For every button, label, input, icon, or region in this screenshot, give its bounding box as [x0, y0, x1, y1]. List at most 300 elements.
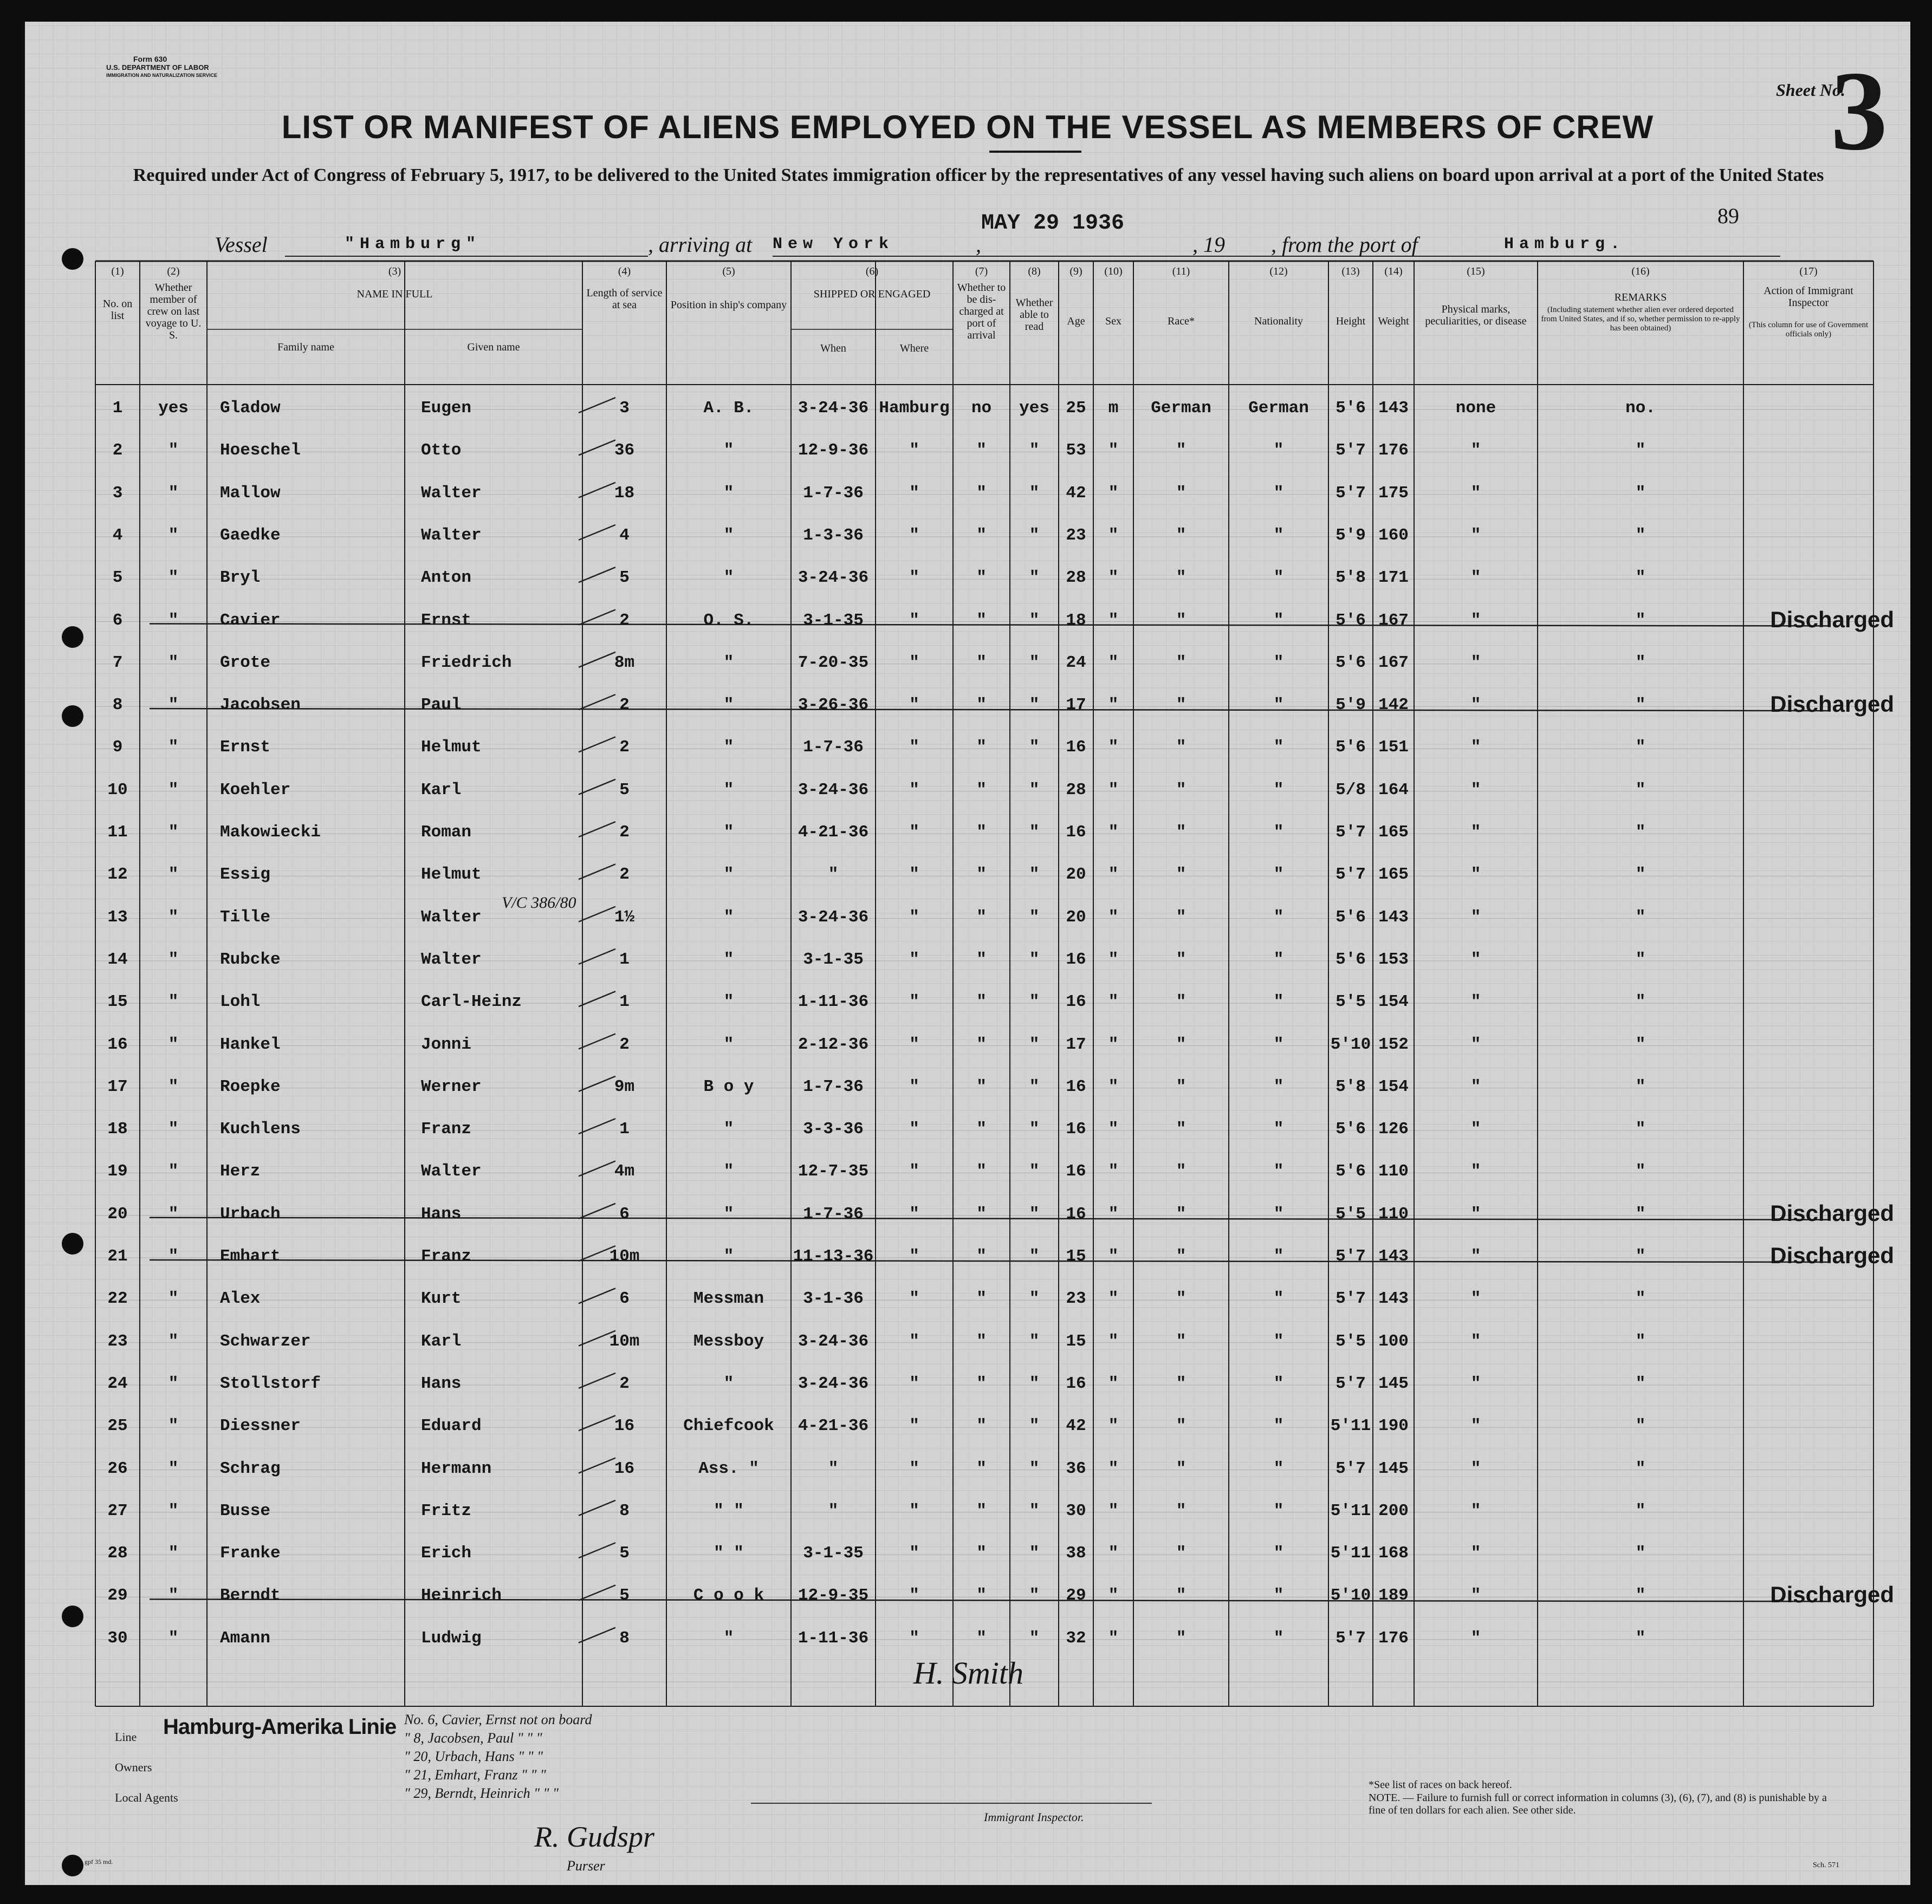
- cell-where: ": [909, 992, 919, 1012]
- cell-given: Jonni: [421, 1035, 472, 1054]
- cell-weight: 126: [1378, 1120, 1409, 1139]
- cell-no: 16: [107, 1035, 128, 1054]
- cell-service: 2: [619, 1035, 630, 1054]
- cell-where: ": [909, 1331, 919, 1351]
- cell-age: 20: [1066, 865, 1086, 885]
- header-age: Age: [1067, 315, 1085, 327]
- cell-position: ": [723, 1204, 734, 1224]
- from-port-label: , from the port of: [1271, 232, 1418, 257]
- cell-member: ": [168, 1501, 179, 1520]
- cell-nationality: ": [1273, 1077, 1284, 1096]
- cell-weight: 145: [1378, 1459, 1409, 1478]
- header-remarks: REMARKS: [1614, 291, 1667, 303]
- cell-service: 6: [619, 1204, 630, 1224]
- cell-sex: ": [1108, 865, 1119, 885]
- cell-sex: ": [1108, 1289, 1119, 1309]
- cell-marks: ": [1470, 696, 1481, 715]
- cell-given: Kurt: [421, 1289, 462, 1309]
- cell-marks: ": [1470, 1628, 1481, 1648]
- cell-age: 16: [1066, 1162, 1086, 1181]
- cell-when: 3-26-36: [798, 696, 869, 715]
- cell-when: 1-7-36: [803, 1077, 864, 1096]
- cell-when: 3-1-36: [803, 1289, 864, 1309]
- cell-weight: 167: [1378, 610, 1409, 630]
- footnote-races: *See list of races on back hereof.: [1369, 1779, 1512, 1791]
- cell-marks: ": [1470, 483, 1481, 503]
- cell-age: 20: [1066, 907, 1086, 927]
- cell-disch: ": [976, 1331, 987, 1351]
- cell-no: 26: [107, 1459, 128, 1478]
- cell-service: 5: [619, 780, 630, 800]
- cell-position: ": [723, 823, 734, 842]
- cell-remarks: ": [1635, 696, 1646, 715]
- cell-given: Anton: [421, 568, 472, 588]
- cell-where: ": [909, 1628, 919, 1648]
- cell-when: ": [828, 1501, 839, 1520]
- cell-read: ": [1029, 1077, 1040, 1096]
- cell-no: 20: [107, 1204, 128, 1224]
- cell-action: Discharged: [1770, 606, 1894, 632]
- local-agents-label: Local Agents: [115, 1791, 178, 1804]
- cell-family: Roepke: [220, 1077, 281, 1096]
- cell-height: 5'7: [1335, 1247, 1366, 1266]
- cell-nationality: ": [1273, 780, 1284, 800]
- cell-nationality: ": [1273, 1586, 1284, 1606]
- header-race: Race*: [1168, 315, 1195, 327]
- column-number: (12): [1269, 265, 1288, 277]
- cell-where: ": [909, 1501, 919, 1520]
- cell-sex: ": [1108, 907, 1119, 927]
- cell-position: Messman: [693, 1289, 764, 1309]
- column-number: (7): [975, 265, 988, 277]
- cell-marks: ": [1470, 1586, 1481, 1606]
- cell-race: ": [1176, 1289, 1187, 1309]
- cell-age: 16: [1066, 950, 1086, 969]
- cell-where: ": [909, 1162, 919, 1181]
- cell-given: Karl: [421, 1331, 462, 1351]
- cell-nationality: ": [1273, 1501, 1284, 1520]
- cell-height: 5'10: [1330, 1586, 1371, 1606]
- cell-no: 14: [107, 950, 128, 969]
- cell-given: Fritz: [421, 1501, 472, 1520]
- cell-weight: 165: [1378, 865, 1409, 885]
- cell-nationality: ": [1273, 1289, 1284, 1309]
- column-number: (13): [1341, 265, 1360, 277]
- cell-given: Roman: [421, 823, 472, 842]
- cell-member: ": [168, 823, 179, 842]
- cell-marks: ": [1470, 1120, 1481, 1139]
- cell-where: Hamburg: [879, 399, 950, 418]
- cell-height: 5'5: [1335, 1204, 1366, 1224]
- cell-remarks: ": [1635, 610, 1646, 630]
- cell-height: 5'11: [1330, 1416, 1371, 1436]
- cell-sex: ": [1108, 823, 1119, 842]
- cell-marks: ": [1470, 1247, 1481, 1266]
- cell-when: 12-9-35: [798, 1586, 869, 1606]
- cell-age: 18: [1066, 610, 1086, 630]
- cell-read: ": [1029, 992, 1040, 1012]
- cell-family: Tille: [220, 907, 271, 927]
- line-value: Hamburg-Amerika Linie: [163, 1715, 397, 1739]
- cell-race: ": [1176, 1374, 1187, 1393]
- cell-disch: ": [976, 696, 987, 715]
- cell-weight: 176: [1378, 1628, 1409, 1648]
- cell-sex: ": [1108, 1544, 1119, 1563]
- header-family-name: Family name: [277, 341, 334, 353]
- cell-read: ": [1029, 1331, 1040, 1351]
- cell-service: 9m: [614, 1077, 635, 1096]
- cell-height: 5'7: [1335, 441, 1366, 460]
- cell-position: ": [723, 1120, 734, 1139]
- punch-hole: [62, 705, 83, 727]
- cell-age: 53: [1066, 441, 1086, 460]
- cell-service: 10m: [609, 1247, 640, 1266]
- cell-family: Berndt: [220, 1586, 281, 1606]
- cell-remarks: ": [1635, 1162, 1646, 1181]
- cell-given: Karl: [421, 780, 462, 800]
- cell-age: 42: [1066, 1416, 1086, 1436]
- cell-family: Emhart: [220, 1247, 281, 1266]
- handwritten-note: No. 6, Cavier, Ernst not on board: [404, 1712, 592, 1727]
- column-number: (15): [1467, 265, 1485, 277]
- cell-age: 16: [1066, 1120, 1086, 1139]
- line-label: Line: [115, 1730, 137, 1744]
- cell-remarks: ": [1635, 865, 1646, 885]
- cell-given: Hans: [421, 1374, 462, 1393]
- cell-weight: 165: [1378, 823, 1409, 842]
- arriving-comma: ,: [976, 232, 981, 257]
- cell-age: 16: [1066, 992, 1086, 1012]
- cell-remarks: ": [1635, 653, 1646, 672]
- cell-marks: ": [1470, 1374, 1481, 1393]
- cell-when: 3-24-36: [798, 568, 869, 588]
- cell-read: yes: [1019, 399, 1049, 418]
- cell-disch: ": [976, 1077, 987, 1096]
- cell-no: 3: [112, 483, 123, 503]
- cell-disch: ": [976, 1628, 987, 1648]
- cell-when: 3-24-36: [798, 399, 869, 418]
- cell-race: ": [1176, 1204, 1187, 1224]
- cell-family: Ernst: [220, 738, 271, 757]
- cell-no: 11: [107, 823, 128, 842]
- cell-service: 8m: [614, 653, 635, 672]
- cell-nationality: ": [1273, 1162, 1284, 1181]
- cell-nationality: ": [1273, 1247, 1284, 1266]
- cell-nationality: ": [1273, 907, 1284, 927]
- cell-when: 2-12-36: [798, 1035, 869, 1054]
- cell-member: ": [168, 950, 179, 969]
- handwritten-note: " 29, Berndt, Heinrich " " ": [404, 1785, 559, 1801]
- column-number: (2): [167, 265, 180, 277]
- cell-when: ": [828, 1459, 839, 1478]
- cell-nationality: ": [1273, 1204, 1284, 1224]
- cell-race: ": [1176, 1247, 1187, 1266]
- cell-read: ": [1029, 1459, 1040, 1478]
- cell-weight: 168: [1378, 1544, 1409, 1563]
- cell-nationality: ": [1273, 1035, 1284, 1054]
- cell-no: 2: [112, 441, 123, 460]
- cell-member: ": [168, 483, 179, 503]
- cell-nationality: ": [1273, 823, 1284, 842]
- cell-race: ": [1176, 653, 1187, 672]
- cell-height: 5'6: [1335, 1162, 1366, 1181]
- cell-disch: ": [976, 950, 987, 969]
- cell-remarks: ": [1635, 1331, 1646, 1351]
- cell-family: Essig: [220, 865, 271, 885]
- cell-sex: ": [1108, 1374, 1119, 1393]
- cell-read: ": [1029, 1289, 1040, 1309]
- cell-family: Gaedke: [220, 525, 281, 545]
- cell-disch: no: [971, 399, 992, 418]
- cell-action: Discharged: [1770, 1243, 1894, 1268]
- cell-sex: ": [1108, 1628, 1119, 1648]
- cell-remarks: ": [1635, 1586, 1646, 1606]
- cell-when: 3-1-35: [803, 1544, 864, 1563]
- cell-remarks: ": [1635, 992, 1646, 1012]
- cell-remarks: ": [1635, 1459, 1646, 1478]
- cell-read: ": [1029, 907, 1040, 927]
- cell-race: ": [1176, 865, 1187, 885]
- cell-where: ": [909, 1544, 919, 1563]
- cell-read: ": [1029, 950, 1040, 969]
- cell-given: Hermann: [421, 1459, 492, 1478]
- cell-given: Franz: [421, 1247, 472, 1266]
- cell-no: 25: [107, 1416, 128, 1436]
- header-nationality: Nationality: [1254, 315, 1303, 327]
- header-to-be-discharged: Whether to be dis-charged at port of arrival: [957, 282, 1006, 341]
- cell-member: ": [168, 525, 179, 545]
- cell-read: ": [1029, 483, 1040, 503]
- cell-family: Urbach: [220, 1204, 281, 1224]
- cell-nationality: ": [1273, 1120, 1284, 1139]
- cell-disch: ": [976, 1035, 987, 1054]
- cell-remarks: ": [1635, 907, 1646, 927]
- cell-member: ": [168, 696, 179, 715]
- cell-when: 1-11-36: [798, 992, 869, 1012]
- cell-service: 1: [619, 992, 630, 1012]
- cell-disch: ": [976, 1162, 987, 1181]
- cell-marks: ": [1470, 1035, 1481, 1054]
- table-content: [25, 22, 1910, 1885]
- cell-service: 1: [619, 950, 630, 969]
- cell-family: Hoeschel: [220, 441, 301, 460]
- cell-member: ": [168, 653, 179, 672]
- punch-hole: [62, 1233, 83, 1255]
- column-number: (8): [1028, 265, 1041, 277]
- cell-nationality: ": [1273, 568, 1284, 588]
- cell-race: ": [1176, 1077, 1187, 1096]
- cell-disch: ": [976, 1289, 987, 1309]
- cell-disch: ": [976, 1204, 987, 1224]
- handwritten-note: " 20, Urbach, Hans " " ": [404, 1749, 543, 1764]
- header-position: Position in ship's company: [670, 299, 787, 311]
- cell-weight: 154: [1378, 992, 1409, 1012]
- cell-no: 24: [107, 1374, 128, 1393]
- cell-height: 5'11: [1330, 1501, 1371, 1520]
- cell-weight: 152: [1378, 1035, 1409, 1054]
- column-number: (4): [618, 265, 631, 277]
- cell-member: ": [168, 1077, 179, 1096]
- cell-age: 17: [1066, 696, 1086, 715]
- cell-no: 30: [107, 1628, 128, 1648]
- header-action: Action of Immigrant Inspector: [1764, 285, 1853, 309]
- cell-race: ": [1176, 696, 1187, 715]
- column-number: (9): [1069, 265, 1082, 277]
- cell-no: 4: [112, 525, 123, 545]
- cell-race: ": [1176, 1035, 1187, 1054]
- cell-remarks: no.: [1625, 399, 1656, 418]
- cell-no: 17: [107, 1077, 128, 1096]
- cell-no: 8: [112, 696, 123, 715]
- cell-service: 5: [619, 1586, 630, 1606]
- column-number: (10): [1104, 265, 1123, 277]
- cell-when: 12-7-35: [798, 1162, 869, 1181]
- cell-age: 24: [1066, 653, 1086, 672]
- cell-age: 28: [1066, 568, 1086, 588]
- cell-age: 42: [1066, 483, 1086, 503]
- cell-height: 5'11: [1330, 1544, 1371, 1563]
- cell-no: 19: [107, 1162, 128, 1181]
- cell-when: ": [828, 865, 839, 885]
- punch-hole: [62, 248, 83, 270]
- cell-marks: ": [1470, 1459, 1481, 1478]
- cell-race: ": [1176, 568, 1187, 588]
- cell-read: ": [1029, 1628, 1040, 1648]
- cell-when: 3-1-35: [803, 950, 864, 969]
- cell-member: ": [168, 1544, 179, 1563]
- handwritten-note: " 21, Emhart, Franz " " ": [404, 1767, 546, 1783]
- cell-member: ": [168, 1586, 179, 1606]
- cell-sex: ": [1108, 696, 1119, 715]
- cell-marks: ": [1470, 1544, 1481, 1563]
- schedule-mark: Sch. 571: [1813, 1861, 1839, 1869]
- cell-position: ": [723, 865, 734, 885]
- header-where: Where: [899, 342, 929, 354]
- cell-nationality: ": [1273, 865, 1284, 885]
- cell-disch: ": [976, 738, 987, 757]
- cell-given: Carl-Heinz: [421, 992, 522, 1012]
- cell-family: Schrag: [220, 1459, 281, 1478]
- cell-action: Discharged: [1770, 1200, 1894, 1226]
- cell-marks: ": [1470, 1289, 1481, 1309]
- cell-member: ": [168, 1628, 179, 1648]
- cell-position: ": [723, 950, 734, 969]
- cell-position: ": [723, 992, 734, 1012]
- cell-when: 3-3-36: [803, 1120, 864, 1139]
- cell-remarks: ": [1635, 950, 1646, 969]
- cell-nationality: ": [1273, 1544, 1284, 1563]
- cell-read: ": [1029, 610, 1040, 630]
- cell-remarks: ": [1635, 1544, 1646, 1563]
- cell-race: ": [1176, 1120, 1187, 1139]
- cell-read: ": [1029, 865, 1040, 885]
- service-name: IMMIGRATION AND NATURALIZATION SERVICE: [106, 73, 217, 78]
- cell-sex: ": [1108, 1204, 1119, 1224]
- column-number: (6): [865, 265, 879, 277]
- cell-service: 2: [619, 696, 630, 715]
- cell-given: Otto: [421, 441, 462, 460]
- cell-service: 2: [619, 610, 630, 630]
- header-name-in-full: NAME IN FULL: [356, 288, 433, 300]
- cell-no: 22: [107, 1289, 128, 1309]
- cell-where: ": [909, 1374, 919, 1393]
- cell-disch: ": [976, 525, 987, 545]
- cell-height: 5'9: [1335, 696, 1366, 715]
- cell-weight: 100: [1378, 1331, 1409, 1351]
- inspector-signature: H. Smith: [913, 1655, 1023, 1691]
- cell-read: ": [1029, 441, 1040, 460]
- cell-where: ": [909, 653, 919, 672]
- cell-age: 23: [1066, 1289, 1086, 1309]
- cell-nationality: ": [1273, 525, 1284, 545]
- cell-member: ": [168, 738, 179, 757]
- cell-remarks: ": [1635, 780, 1646, 800]
- header-remarks-note: (Including statement whether alien ever ordered deported from United States, and if so, whether permission to re-apply has been obtained): [1541, 306, 1740, 333]
- cell-sex: ": [1108, 1120, 1119, 1139]
- cell-where: ": [909, 738, 919, 757]
- cell-nationality: ": [1273, 1374, 1284, 1393]
- cell-read: ": [1029, 823, 1040, 842]
- cell-position: ": [723, 1162, 734, 1181]
- punch-hole: [62, 626, 83, 648]
- header-weight: Weight: [1378, 315, 1409, 327]
- cell-given: Paul: [421, 696, 462, 715]
- header-able-to-read: Whether able to read: [1015, 297, 1053, 333]
- cell-no: 13: [107, 907, 128, 927]
- cell-disch: ": [976, 992, 987, 1012]
- cell-service: 10m: [609, 1331, 640, 1351]
- handwritten-notes: [404, 1711, 592, 1803]
- cell-sex: ": [1108, 610, 1119, 630]
- cell-age: 16: [1066, 1077, 1086, 1096]
- cell-marks: ": [1470, 1204, 1481, 1224]
- cell-sex: ": [1108, 568, 1119, 588]
- cell-age: 32: [1066, 1628, 1086, 1648]
- cell-member: ": [168, 1331, 179, 1351]
- cell-when: 4-21-36: [798, 823, 869, 842]
- cell-age: 16: [1066, 1374, 1086, 1393]
- cell-no: 9: [112, 738, 123, 757]
- manifest-sheet: [25, 22, 1910, 1885]
- cell-weight: 154: [1378, 1077, 1409, 1096]
- cell-weight: 143: [1378, 399, 1409, 418]
- cell-height: 5'6: [1335, 907, 1366, 927]
- cell-family: Jacobsen: [220, 696, 301, 715]
- cell-age: 15: [1066, 1247, 1086, 1266]
- cell-marks: ": [1470, 1162, 1481, 1181]
- year-label: , 19: [1192, 232, 1225, 257]
- cell-height: 5'6: [1335, 653, 1366, 672]
- cell-read: ": [1029, 1416, 1040, 1436]
- cell-sex: ": [1108, 525, 1119, 545]
- cell-remarks: ": [1635, 441, 1646, 460]
- header-action-note: (This column for use of Government officials only): [1748, 321, 1869, 339]
- cell-nationality: ": [1273, 653, 1284, 672]
- arriving-port: New York: [773, 235, 894, 254]
- column-number: (17): [1799, 265, 1818, 277]
- cell-where: ": [909, 780, 919, 800]
- cell-nationality: ": [1273, 738, 1284, 757]
- cell-race: ": [1176, 1162, 1187, 1181]
- cell-family: Hankel: [220, 1035, 281, 1054]
- cell-race: ": [1176, 738, 1187, 757]
- cell-marks: ": [1470, 653, 1481, 672]
- cell-age: 25: [1066, 399, 1086, 418]
- cell-member: ": [168, 1204, 179, 1224]
- cell-marks: ": [1470, 1077, 1481, 1096]
- cell-age: 16: [1066, 1204, 1086, 1224]
- cell-disch: ": [976, 1247, 987, 1266]
